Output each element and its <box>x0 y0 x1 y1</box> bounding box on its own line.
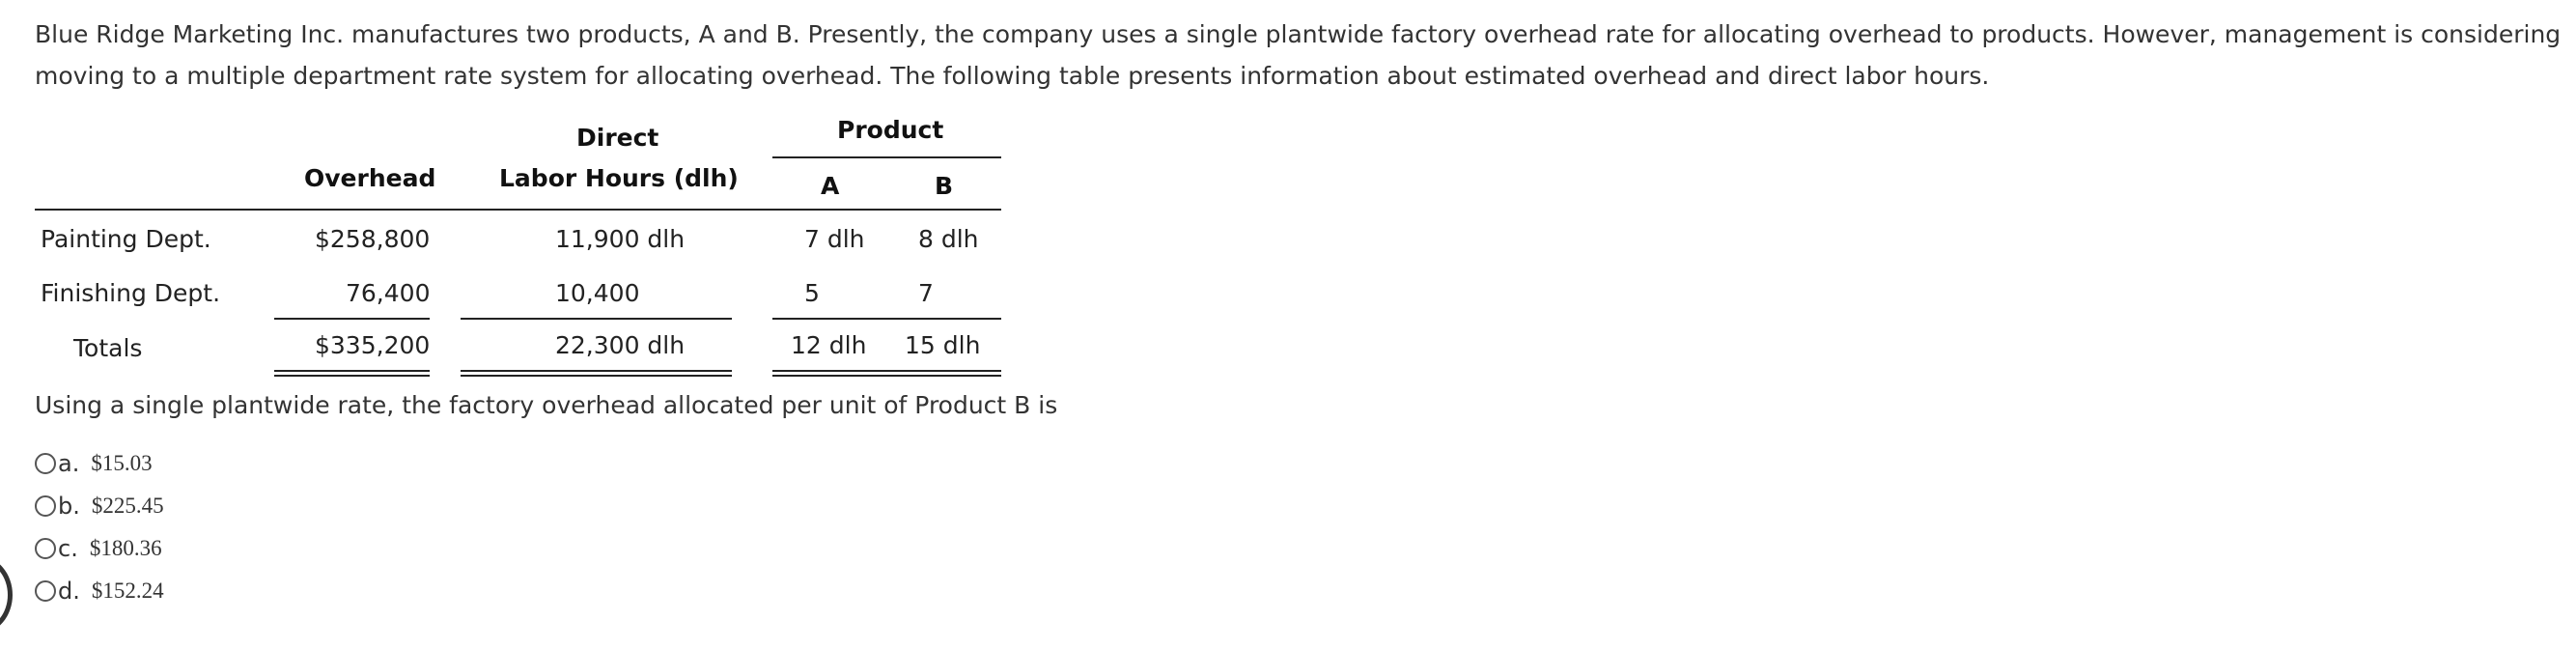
problem-intro: Blue Ridge Marketing Inc. manufactures two products, A and B. Presently, the company uses a single plantwide factory overhead rate for allocating overhead to products. However, management is considering moving to a multiple department rate system for allocating overhead. The following table presents information about estimated overhead and direct labor hours. <box>35 20 2562 90</box>
header-direct: Direct <box>576 124 659 152</box>
header-overhead: Overhead <box>304 164 436 192</box>
finishing-overhead: 76,400 <box>346 279 431 307</box>
option-c-value: $180.36 <box>89 536 162 560</box>
overhead-total-double-rule <box>274 370 430 377</box>
answer-option-c[interactable] <box>35 532 162 565</box>
row-label-totals: Totals <box>73 334 143 362</box>
painting-product-b: 8 dlh <box>918 225 979 253</box>
totals-dlh: 22,300 dlh <box>555 331 686 359</box>
dlh-subtotal-rule <box>461 318 732 320</box>
painting-overhead: $258,800 <box>315 225 431 253</box>
painting-product-a: 7 dlh <box>804 225 865 253</box>
totals-overhead: $335,200 <box>315 331 431 359</box>
option-b-value: $225.45 <box>91 494 164 518</box>
product-total-double-rule <box>772 370 1001 377</box>
finishing-dlh: 10,400 <box>555 279 640 307</box>
option-a-value: $15.03 <box>91 451 153 475</box>
option-d-value: $152.24 <box>91 578 164 603</box>
overhead-table <box>35 0 1000 386</box>
dlh-total-double-rule <box>461 370 732 377</box>
answer-option-d[interactable] <box>35 575 164 607</box>
header-product-a: A <box>821 172 840 200</box>
painting-dlh: 11,900 dlh <box>555 225 686 253</box>
header-product: Product <box>837 116 944 144</box>
row-label-finishing: Finishing Dept. <box>41 279 221 307</box>
option-c-letter: c. <box>58 535 78 562</box>
answer-option-b[interactable] <box>35 490 164 522</box>
finishing-product-b: 7 <box>918 279 934 307</box>
option-d-letter: d. <box>58 578 80 605</box>
overhead-subtotal-rule <box>274 318 430 320</box>
header-product-b: B <box>935 172 954 200</box>
answer-option-a[interactable] <box>35 447 153 480</box>
focus-ring-indicator <box>0 556 13 634</box>
radio-c[interactable] <box>35 538 56 559</box>
product-header-rule <box>772 156 1001 158</box>
radio-a[interactable] <box>35 453 56 474</box>
finishing-product-a: 5 <box>804 279 820 307</box>
row-label-painting: Painting Dept. <box>41 225 211 253</box>
header-labor-hours: Labor Hours (dlh) <box>499 164 739 192</box>
product-subtotal-rule <box>772 318 1001 320</box>
header-rule <box>35 209 1001 211</box>
option-a-letter: a. <box>58 450 80 477</box>
totals-product-a: 12 dlh <box>791 331 867 359</box>
totals-product-b: 15 dlh <box>905 331 981 359</box>
option-b-letter: b. <box>58 493 80 520</box>
radio-d[interactable] <box>35 580 56 602</box>
question-text: Using a single plantwide rate, the factory overhead allocated per unit of Product B is <box>35 391 1058 419</box>
radio-b[interactable] <box>35 495 56 517</box>
